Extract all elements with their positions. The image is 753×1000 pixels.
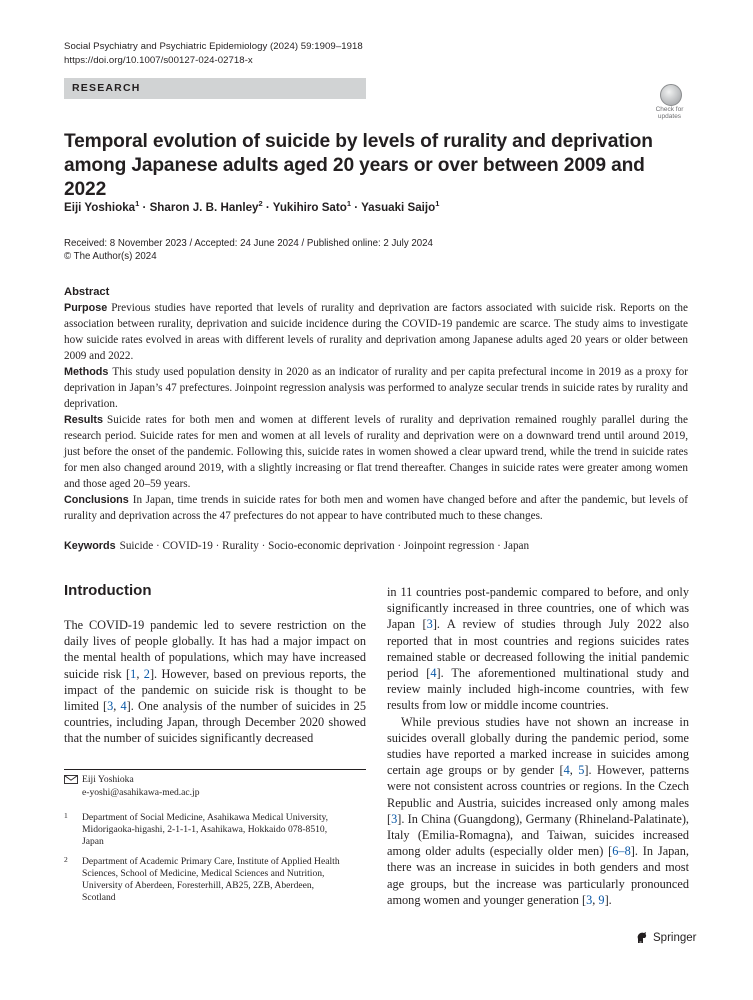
conclusions-text: In Japan, time trends in suicide rates for both men and women have changed before and after the pandemic, but levels of rurality and deprivation across the 47 prefectures do not appear to have contributed much to these changes. <box>64 494 688 522</box>
text-run: ]. <box>604 892 612 907</box>
author-affiliation: 2 <box>258 199 263 208</box>
intro-paragraph-3 <box>387 714 689 908</box>
text-run: ]. However, based on previous reports, the impact of the pandemic on suicide risk is thought to be limited [ <box>64 666 366 714</box>
article-title <box>64 130 684 202</box>
results-text: Suicide rates for both men and women at different levels of rurality and deprivation remained roughly parallel during the research period. Suicide rates for men and women at all levels of rurality and deprivation were on a downward trend until around 2019, just before the onset of the pandemic. Following this, suicide rates in women showed a clear upward trend, while the trend in suicide rates for men also changed around 2019, with a slightly increasing or flat trend thereafter. Changes in suicide rates were greater among women and those aged 20–59 years. <box>64 414 688 490</box>
abstract-conclusions <box>64 492 688 524</box>
text-run: ]. In Japan, there was an increase in suicides in both genders and most age groups, but the increase was particularly pronounced among women and younger generation [ <box>387 844 689 907</box>
journal-citation: Social Psychiatry and Psychiatric Epidemiology (2024) 59:1909–1918 <box>64 41 363 52</box>
author-list <box>64 199 439 214</box>
citation-link[interactable]: 4 <box>563 763 570 778</box>
abstract-heading: Abstract <box>64 286 110 298</box>
intro-paragraph-1 <box>64 617 366 747</box>
right-column <box>387 584 689 908</box>
methods-text: This study used population density in 2020 as an indicator of rurality and per capita prefectural income in 2019 as a proxy for deprivation in Japan’s 47 prefectures. Joinpoint regression analysis was performed to analyze secular trends in suicide rates by rurality and deprivation. <box>64 366 688 410</box>
envelope-icon <box>64 775 78 784</box>
intro-paragraph-2 <box>387 584 689 714</box>
citation-link[interactable]: 4 <box>430 666 437 681</box>
badge-line2: updates <box>657 113 682 120</box>
affiliation-2: Department of Academic Primary Care, Institute of Applied Health Sciences, School of Medicine, Medical Sciences and Nutrition, University of Aberdeen, Foresterhill, AB25, 2ZB, Aberdeen, Scotland <box>82 856 340 903</box>
title-line2: among Japanese adults aged 20 years or over between 2009 and 2022 <box>64 155 645 200</box>
text-run: The COVID-19 pandemic led to severe restriction on the daily lives of people globally. It has had a major impact on the mental health of populations, which may have increased suicide risk [ <box>64 618 366 681</box>
check-for-updates-icon <box>660 84 682 106</box>
author-name[interactable]: Sharon J. B. Hanley <box>149 200 259 214</box>
citation-link[interactable]: 6–8 <box>612 844 631 859</box>
purpose-text: Previous studies have reported that levels of rurality and deprivation are factors associated with suicide risk. Reports on the association between rurality, deprivation and suicide incidence during the COVID-19 pandemic are scarce. The study aims to investigate how suicide rates evolved in areas with different levels of rurality and deprivation among Japanese adults aged 20 years or older between 2009 and 2022. <box>64 302 688 362</box>
author-name[interactable]: Yukihiro Sato <box>272 200 347 214</box>
text-run: ]. The aforementioned multinational study and review mainly included high-income countries, with few results from low or middle income countries. <box>387 666 689 713</box>
citation-link[interactable]: 9 <box>598 892 605 907</box>
keywords-text: Suicide · COVID-19 · Rurality · Socio-economic deprivation · Joinpoint regression · Japan <box>119 540 530 552</box>
citation-link[interactable]: 4 <box>120 699 127 714</box>
text-run: , <box>113 699 121 714</box>
citation-link[interactable]: 2 <box>143 666 150 681</box>
publication-dates <box>64 237 433 263</box>
author-separator: · <box>351 200 362 214</box>
section-label: RESEARCH <box>64 78 366 99</box>
affiliation-1: Department of Social Medicine, Asahikawa Medical University, Midorigaoka-higashi, 2-1-1-1, Asahikawa, Hokkaido 078-8510, Japan <box>82 812 329 847</box>
introduction-heading: Introduction <box>64 582 152 599</box>
publisher-name: Springer <box>653 932 697 944</box>
footnote-divider <box>64 769 366 770</box>
author-affiliation: 1 <box>135 199 140 208</box>
results-label: Results <box>64 414 104 426</box>
left-column <box>64 617 366 747</box>
springer-horse-icon <box>635 931 649 945</box>
author-separator: · <box>139 200 150 214</box>
text-run: in 11 countries post-pandemic compared to before, and only significantly increased in three countries, one of which was Japan [ <box>387 585 689 632</box>
dates-line: Received: 8 November 2023 / Accepted: 24 June 2024 / Published online: 2 July 2024 <box>64 238 433 249</box>
abstract <box>64 284 688 524</box>
author-affiliation: 1 <box>346 199 351 208</box>
abstract-methods <box>64 364 688 412</box>
text-run: ]. A review of studies through July 2022 also reported that in most countries and regions suicides rates remained stable or decreased following the initial pandemic period [ <box>387 617 689 681</box>
text-run: , <box>136 666 144 681</box>
author-name[interactable]: Eiji Yoshioka <box>64 200 136 214</box>
text-run: ]. One analysis of the number of suicides in 25 countries, including Japan, through December 2020 showed that the number of suicides significantly decreased <box>64 699 366 746</box>
check-for-updates-badge[interactable] <box>650 84 689 121</box>
publisher-logo[interactable] <box>635 931 696 945</box>
purpose-label: Purpose <box>64 302 108 314</box>
badge-line1: Check for <box>655 106 684 113</box>
text-run: ]. However, patterns were not consistent across countries or regions. In the Czech Republic and Austria, suicides increased only among males [ <box>387 763 689 826</box>
citation-link[interactable]: 3 <box>391 811 398 826</box>
text-run: ]. In China (Guangdong), Germany (Rhineland-Palatinate), Italy (Emilia-Romagna), and Taiwan, suicides increased among older adults (especially older men) [ <box>387 811 689 859</box>
title-line1: Temporal evolution of suicide by levels of rurality and deprivation <box>64 131 653 152</box>
text-run: , <box>569 763 579 778</box>
keywords-label: Keywords <box>64 540 116 552</box>
methods-label: Methods <box>64 366 109 378</box>
corresponding-email[interactable]: e-yoshi@asahikawa-med.ac.jp <box>82 787 200 798</box>
affiliation-number: 2 <box>64 855 68 864</box>
citation-link[interactable]: 1 <box>130 666 137 681</box>
author-separator: · <box>262 200 273 214</box>
abstract-purpose <box>64 300 688 364</box>
abstract-results <box>64 412 688 492</box>
text-run: While previous studies have not shown an increase in suicides overall globally during the pandemic period, some studies have reported a marked increase in suicides among certain age groups or by gender [ <box>387 714 689 778</box>
conclusions-label: Conclusions <box>64 494 129 506</box>
affiliation-number: 1 <box>64 811 68 820</box>
doi-link[interactable]: https://doi.org/10.1007/s00127-024-02718-x <box>64 55 253 66</box>
corresponding-author: Eiji Yoshioka <box>82 774 134 785</box>
citation-link[interactable]: 3 <box>426 617 433 632</box>
citation-link[interactable]: 5 <box>578 763 585 778</box>
keywords <box>64 538 688 554</box>
author-affiliation: 1 <box>435 199 440 208</box>
author-name[interactable]: Yasuaki Saijo <box>361 200 436 214</box>
citation-link[interactable]: 3 <box>586 892 593 907</box>
copyright-line: © The Author(s) 2024 <box>64 251 157 262</box>
text-run: , <box>592 892 599 907</box>
citation-link[interactable]: 3 <box>107 699 114 714</box>
